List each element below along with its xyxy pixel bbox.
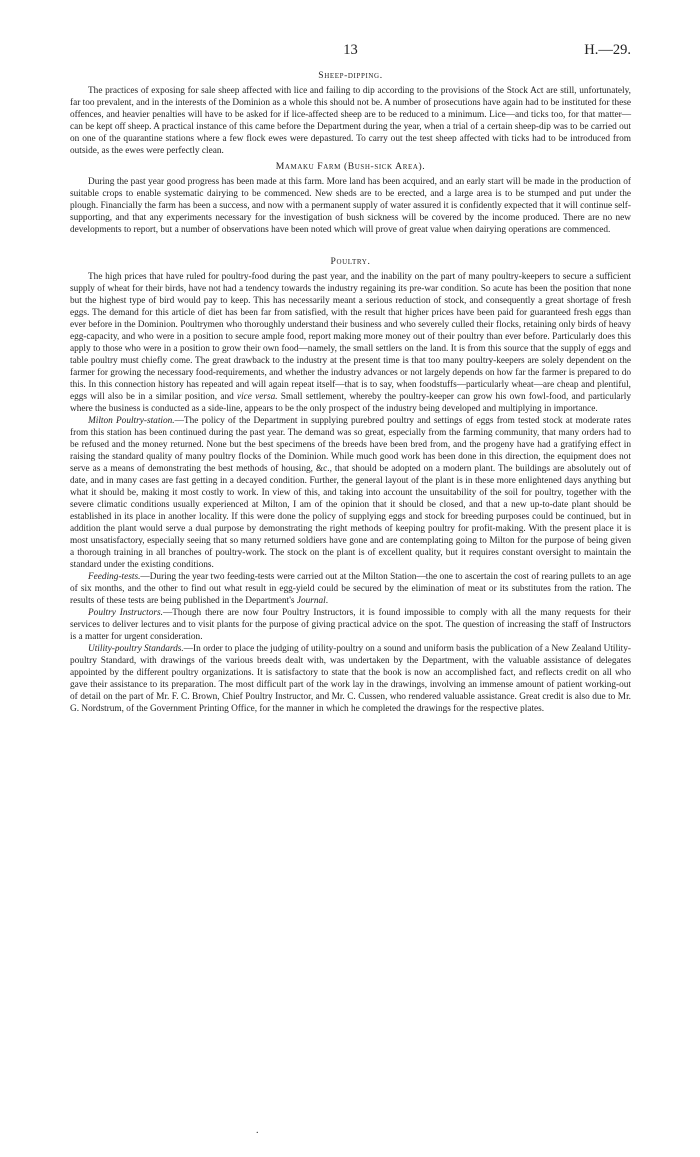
paragraph-instructors <box>70 607 631 643</box>
run-in-heading: Poultry Instructors. <box>88 608 163 618</box>
paragraph-utility-standards <box>70 643 631 715</box>
feeding-text: —During the year two feeding-tests were carried out at the Milton Station—the one to ascertain the cost of rearing pullets to an age of six months, and the other to find out what result in egg-yield could be secured by the elimination of meat or its substitutes from the ration. The results of these tests are being published in the Department's <box>70 572 631 606</box>
italic-phrase: vice versa. <box>236 392 278 402</box>
utility-text: —In order to place the judging of utility-poultry on a sound and uniform basis the publication of a New Zealand Utility-poultry Standard, with drawings of the various breeds dealt with, was undertaken by the Department, with the valuable assistance of delegates appointed by the different poultry organizations. It is satisfactory to state that the book is now an accomplished fact, and reflects credit on all who gave their assistance to its preparation. The most difficult part of the work lay in the drawings, involving an immense amount of patient working-out of detail on the part of Mr. F. C. Brown, Chief Poultry Instructor, and Mr. C. Cussen, who rendered valuable assistance. Great credit is also due to Mr. G. Nordstrum, of the Government Printing Office, for the manner in which he completed the drawings for the respective plates. <box>70 644 631 714</box>
section-heading: Poultry. <box>330 256 371 267</box>
section-heading: Sheep-dipping. <box>318 70 383 81</box>
journal-title: Journal <box>296 596 326 606</box>
paragraph-intro <box>70 271 631 415</box>
milton-text: —The policy of the Department in supplying purebred poultry and settings of eggs from tested stock at moderate rates from this station has been continued during the past year. The demand was so great, especially from the farming community, that many orders had to be refused and the money returned. None but the best specimens of the breeds have been bred from, and the progeny have had a gratifying effect in raising the standard quality of many poultry flocks of the Dominion. While much good work has been done in this direction, the equipment does not serve as a means of demonstrating the best methods of housing, &c., that should be adopted on a modern plant. The buildings are absolutely out of date, and in many cases are fast getting in a decayed condition. Further, the general layout of the plant is in these more enlightened days anything but what it should be, making it most costly to work. In view of this, and taking into account the unsuitability of the soil for poultry, together with the severe climatic conditions usually experienced at Milton, I am of the opinion that it should be closed, and that a new up-to-date plant should be established in its place in another locality. If this were done the policy of supplying eggs and stock for breeding purposes could be continued, but in addition the plant would serve a dual purpose by demonstrating the right methods of keeping poultry for profit-making. With the present place it is most unsatisfactory, especially seeing that so many returned soldiers have gone and are contemplating going to Milton for the purpose of being given a thorough training in all branches of poultry-work. The stock on the plant is of excellent quality, but it requires constant oversight to maintain the standard under the existing conditions. <box>70 416 631 570</box>
page-number: 13 <box>343 42 358 58</box>
run-in-heading: Milton Poultry-station. <box>88 416 175 426</box>
document-reference: H.—29. <box>584 42 631 58</box>
intro-text: The high prices that have ruled for poultry-food during the past year, and the inability on the part of many poultry-keepers to secure a sufficient supply of wheat for their birds, have not had a tendency towards the industry regaining its pre-war condition. So acute has been the position that none but the highest type of bird would pay to keep. This has necessarily meant a serious reduction of stock, and consequently a great shortage of fresh eggs. The demand for this article of diet has been far from satisfied, with the result that higher prices have been paid for guaranteed fresh eggs than ever before in the Dominion. Poultrymen who thoroughly understand their business and who severely culled their flocks, retaining only birds of heavy egg-capacity, and who were in a position to secure ample food, report making more money out of their poultry than ever before. Particularly does this apply to those who were in a position to grow their own food—namely, the small settlers on the land. It is from this source that the supply of eggs and table poultry must chiefly come. The great drawback to the industry at the present time is that too many poultry-keepers are solely dependent on the farmer for growing the necessary food-requirements, and whether the industry advances or not largely depends on how far the farmer is prepared to do this. In this connection history has repeated and will again repeat itself—that is to say, when foodstuffs—particularly wheat—are cheap and plentiful, eggs will also be in a similar position, and <box>70 272 631 402</box>
section-heading: Mamaku Farm (Bush-sick Area). <box>275 161 426 172</box>
paragraph-feeding-tests <box>70 571 631 607</box>
instructors-text: —Though there are now four Poultry Instructors, it is found impossible to comply with all the many requests for their services to deliver lectures and to visit plants for the purpose of giving practical advice on the spot. The question of increasing the staff of Instructors is a matter for urgent consideration. <box>70 608 631 642</box>
section-sheep-dipping <box>70 70 631 157</box>
paragraph-milton <box>70 415 631 571</box>
intro-text-end: Small settlement, whereby the poultry-keeper can grow his own fowl-food, and particularly where the business is conducted as a side-line, appears to be the only prospect of the industry being developed and multiplying in importance. <box>70 392 631 414</box>
section-poultry <box>70 256 631 715</box>
paragraph: During the past year good progress has been made at this farm. More land has been acquired, and an early start will be made in the production of suitable crops to enable systematic dairying to be commenced. New sheds are to be erected, and a large area is to be stumped and put under the plough. Financially the farm has been a success, and now with a permanent supply of water assured it is confidently expected that it will continue self-supporting, and that any experiments necessary for the investigation of bush sickness will be covered by the income produced. There are no new developments to report, but a number of observations have been noted which will prove of great value when dairying operations are commenced. <box>70 177 631 235</box>
paragraph: The practices of exposing for sale sheep affected with lice and failing to dip according to the provisions of the Stock Act are still, unfortunately, far too prevalent, and in the interests of the Dominion as a whole this should not be. A number of prosecutions have again had to be instituted for these offences, and heavier penalties will have to be asked for if lice-affected sheep are to be reduced to a minimum. Lice—and ticks too, for that matter—can be kept off sheep. A practical instance of this came before the Department during the year, when a trial of a certain sheep-dip was to be carried out on one of the quarantine stations where a few flock ewes were depastured. To carry out the test sheep affected with ticks had to be introduced from outside, as the ewes were perfectly clean. <box>70 86 631 156</box>
run-in-heading: Feeding-tests. <box>88 572 141 582</box>
page-header <box>70 44 631 70</box>
run-in-heading: Utility-poultry Standards. <box>88 644 184 654</box>
footer-mark: . <box>256 1125 259 1136</box>
feeding-text-end: . <box>325 596 329 606</box>
section-mamaku-farm <box>70 161 631 236</box>
